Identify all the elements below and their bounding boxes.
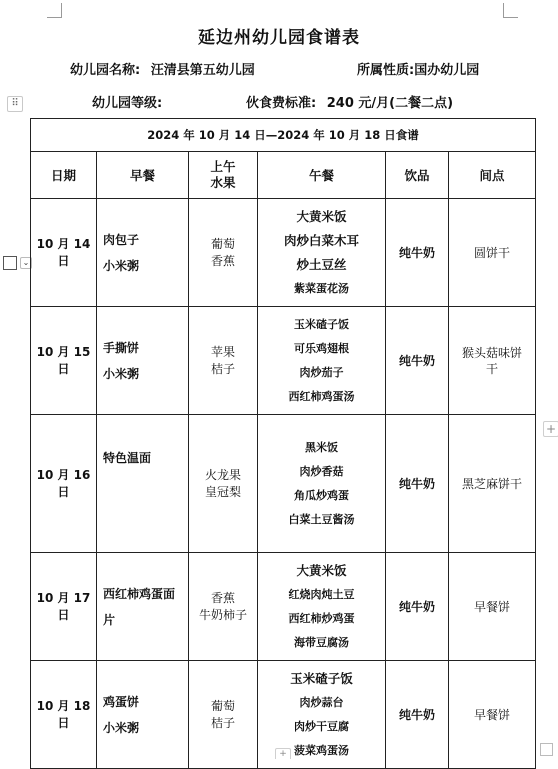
kindergarten-name-value: 汪清县第五幼儿园 <box>150 63 255 78</box>
table-caption: 2024 年 10 月 14 日—2024 年 10 月 18 日食谱 <box>31 119 536 152</box>
kindergarten-name-label: 幼儿园名称: <box>70 63 141 78</box>
snack-cell <box>449 415 536 553</box>
header-fruit <box>189 152 258 199</box>
drink-cell: 纯牛奶 <box>386 661 449 769</box>
fruit-item: 苹果 <box>210 344 235 359</box>
move-handle-icon[interactable]: ⠿ <box>7 96 23 112</box>
breakfast-cell <box>97 415 189 553</box>
breakfast-item: 特色温面 <box>103 451 152 465</box>
lunch-item: 肉炒干豆腐 <box>294 719 349 733</box>
breakfast-item: 手撕饼 <box>103 340 140 355</box>
table-row <box>31 661 536 769</box>
date-line: 10 月 16 <box>36 467 91 482</box>
breakfast-cell <box>97 661 189 769</box>
lunch-item: 肉炒茄子 <box>299 365 344 379</box>
fruit-item: 葡萄 <box>210 236 235 251</box>
fruit-item: 香蕉 <box>210 253 235 268</box>
chevron-down-icon[interactable]: ⌄ <box>20 257 32 269</box>
date-line: 10 月 15 <box>36 344 91 359</box>
lunch-item: 大黄米饭 <box>296 208 347 224</box>
breakfast-cell <box>97 199 189 307</box>
fruit-item: 皇冠梨 <box>204 484 241 499</box>
kindergarten-type <box>357 59 479 78</box>
lunch-item: 黑米饭 <box>305 440 338 454</box>
date-line: 日 <box>57 361 70 376</box>
lunch-cell <box>258 415 386 553</box>
lunch-item: 炒土豆丝 <box>296 256 347 272</box>
snack-item: 干 <box>486 361 499 376</box>
lunch-item: 大黄米饭 <box>296 562 347 578</box>
kindergarten-type-label: 所属性质: <box>357 63 415 78</box>
snack-cell <box>449 307 536 415</box>
kindergarten-name <box>70 59 255 78</box>
table-row-tool-icon[interactable] <box>3 256 17 270</box>
date-cell <box>31 415 97 553</box>
snack-cell <box>449 661 536 769</box>
breakfast-item: 肉包子 <box>103 232 140 247</box>
lunch-cell <box>258 553 386 661</box>
date-cell <box>31 661 97 769</box>
fruit-item: 桔子 <box>210 361 235 376</box>
lunch-item: 肉炒香菇 <box>299 464 344 478</box>
lunch-item: 海带豆腐汤 <box>294 635 349 649</box>
lunch-item: 肉炒白菜木耳 <box>283 232 359 248</box>
kindergarten-type-value: 国办幼儿园 <box>414 63 480 78</box>
fruit-cell <box>189 307 258 415</box>
page-corner-mark-top-left <box>47 3 62 18</box>
fruit-item: 葡萄 <box>210 698 235 713</box>
fruit-item: 桔子 <box>210 715 235 730</box>
page-corner-mark-top-right <box>503 3 518 18</box>
add-row-button[interactable]: + <box>275 748 291 759</box>
resize-handle-icon[interactable] <box>540 743 553 756</box>
breakfast-item: 小米粥 <box>103 720 140 735</box>
lunch-cell <box>258 661 386 769</box>
meal-fee <box>246 92 453 111</box>
lunch-item: 紫菜蛋花汤 <box>294 281 349 295</box>
date-cell <box>31 553 97 661</box>
breakfast-item: 片 <box>103 612 116 627</box>
kindergarten-level <box>92 92 162 111</box>
drink-cell: 纯牛奶 <box>386 553 449 661</box>
fruit-cell <box>189 415 258 553</box>
snack-cell <box>449 553 536 661</box>
date-cell <box>31 199 97 307</box>
breakfast-item: 西红柿鸡蛋面 <box>103 586 176 601</box>
fruit-cell <box>189 661 258 769</box>
drink-cell: 纯牛奶 <box>386 199 449 307</box>
add-column-button[interactable]: + <box>543 421 558 437</box>
meal-fee-value: 240 元/月(二餐二点) <box>326 96 454 111</box>
date-line: 日 <box>57 484 70 499</box>
lunch-item: 可乐鸡翅根 <box>294 341 349 355</box>
menu-table <box>30 118 536 769</box>
breakfast-cell <box>97 307 189 415</box>
lunch-item: 西红柿鸡蛋汤 <box>288 389 355 403</box>
meal-fee-label: 伙食费标准: <box>246 96 317 111</box>
date-line: 日 <box>57 607 70 622</box>
fruit-item: 香蕉 <box>210 590 235 605</box>
snack-item: 圆饼干 <box>474 245 511 260</box>
header-drink: 饮品 <box>386 152 449 199</box>
lunch-cell <box>258 307 386 415</box>
breakfast-cell <box>97 553 189 661</box>
breakfast-item: 鸡蛋饼 <box>103 694 140 709</box>
snack-item: 早餐饼 <box>474 707 511 722</box>
header-snack: 间点 <box>449 152 536 199</box>
date-line: 10 月 18 <box>36 698 91 713</box>
date-line: 日 <box>57 715 70 730</box>
header-breakfast: 早餐 <box>97 152 189 199</box>
snack-item: 黑芝麻饼干 <box>462 476 523 491</box>
fruit-item: 火龙果 <box>204 467 241 482</box>
lunch-item: 菠菜鸡蛋汤 <box>294 743 349 757</box>
date-line: 10 月 17 <box>36 590 91 605</box>
fruit-cell <box>189 553 258 661</box>
date-line: 日 <box>57 253 70 268</box>
header-fruit-line: 上午 <box>210 159 236 174</box>
header-fruit-line: 水果 <box>210 175 236 190</box>
lunch-item: 西红柿炒鸡蛋 <box>288 611 355 625</box>
lunch-item: 白菜土豆酱汤 <box>288 512 355 526</box>
lunch-item: 角瓜炒鸡蛋 <box>294 488 349 502</box>
lunch-item: 红烧肉炖土豆 <box>288 587 355 601</box>
date-line: 10 月 14 <box>36 236 91 251</box>
lunch-item: 玉米碴子饭 <box>290 670 353 686</box>
table-header-row <box>31 152 536 199</box>
kindergarten-level-label: 幼儿园等级: <box>92 96 163 111</box>
snack-item: 早餐饼 <box>474 599 511 614</box>
table-row-tool[interactable] <box>3 255 32 270</box>
fruit-item: 牛奶柿子 <box>198 607 247 622</box>
snack-cell <box>449 199 536 307</box>
snack-item: 猴头菇味饼 <box>462 345 523 360</box>
drink-cell: 纯牛奶 <box>386 307 449 415</box>
document-title: 延边州幼儿园食谱表 <box>198 28 360 48</box>
table-row <box>31 553 536 661</box>
fruit-cell <box>189 199 258 307</box>
drink-cell: 纯牛奶 <box>386 415 449 553</box>
header-date: 日期 <box>31 152 97 199</box>
date-cell <box>31 307 97 415</box>
lunch-cell <box>258 199 386 307</box>
breakfast-item: 小米粥 <box>103 366 140 381</box>
lunch-item: 肉炒蒜台 <box>299 695 344 709</box>
table-row <box>31 307 536 415</box>
breakfast-item: 小米粥 <box>103 258 140 273</box>
lunch-item: 玉米碴子饭 <box>294 317 349 331</box>
table-row <box>31 415 536 553</box>
table-row <box>31 199 536 307</box>
header-lunch: 午餐 <box>258 152 386 199</box>
